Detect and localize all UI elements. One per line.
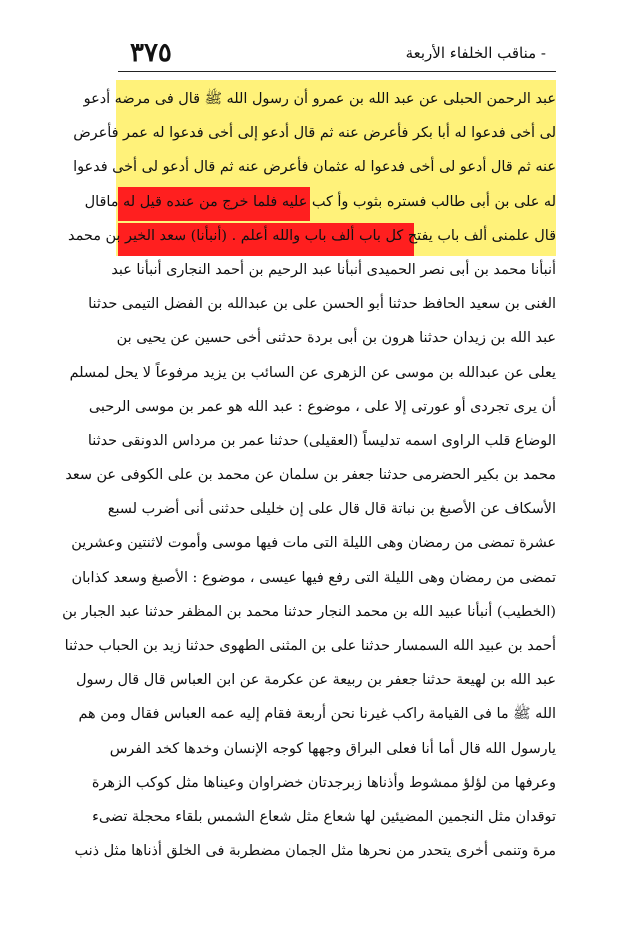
- text-line: (الخطيب) أنبأنا عبيد الله بن محمد النجار حدثنا محمد بن المظفر حدثنا عبد الجبار بن: [62, 603, 556, 620]
- text-line: تمضى من رمضان وهى الليلة التى رفع فيها عيسى ، موضوع : الأصبغ وسعد كذابان: [71, 569, 556, 586]
- text-line: لى أخى فدعوا له أبا بكر فأعرض عنه ثم قال أدعو إلى أخى فدعوا له عمر فأعرض: [73, 125, 556, 142]
- text-line: يارسول الله قال أما أنا فعلى البراق وجهها كوجه الإنسان وخدها كخد الفرس: [109, 740, 556, 757]
- text-line: الغنى بن سعيد الحافظ حدثنا أبو الحسن على بن عبدالله بن الفضل التيمى حدثنا: [88, 296, 556, 313]
- text-line: عشرة تمضى من رمضان وهى الليلة التى مات فيها موسى وأموت لاثنتين وعشرين: [71, 535, 556, 552]
- text-line: وعرفها من لؤلؤ ممشوط وأذناها زبرجدتان خضراوان وعيناها مثل كوكب الزهرة: [91, 774, 556, 791]
- running-title: - مناقب الخلفاء الأربعة: [405, 44, 546, 62]
- text-line: يعلى عن عبدالله بن موسى عن الزهرى عن السائب بن يزيد مرفوعاً لا يحل لمسلم: [69, 364, 556, 381]
- text-line: عبد الرحمن الحبلى عن عبد الله بن عمرو أن رسول الله ﷺ قال فى مرضه أدعو: [83, 91, 556, 107]
- text-line: عنه ثم قال أدعو لى أخى فدعوا له عثمان فأعرض عنه ثم قال أدعو لى أخى فدعوا: [73, 159, 556, 176]
- text-line: الوضاع قلب الراوى اسمه تدليساً (العقيلى) حدثنا عمر بن مرداس الدونقى حدثنا: [87, 432, 556, 449]
- text-line: عبد الله بن زيدان حدثنا هرون بن أبى بردة حدثنى أخى حسين عن يحيى بن: [116, 330, 556, 347]
- page-number: ٣٧٥: [130, 38, 172, 68]
- text-line: أحمد بن عبيد الله السمسار حدثنا على بن المثنى الطهوى حدثنا زيد بن الحباب حدثنا: [64, 638, 556, 654]
- text-line: مرة وتنمى أخرى يتحدر من نحرها مثل الجمان مضطربة فى الخلق أذناها مثل ذنب: [74, 843, 556, 860]
- text-line: أن يرى تجردى أو عورتى إلا على ، موضوع : عبد الله هو عمر بن موسى الرحبى: [88, 398, 556, 415]
- page-header: [130, 36, 546, 70]
- text-line: عبد الله بن لهيعة حدثنا جعفر بن ربيعة عن عكرمة عن ابن العباس قال قال رسول: [76, 672, 556, 689]
- text-line: الله ﷺ ما فى القيامة راكب غيرنا نحن أربعة فقام إليه عمه العباس فقال ومن هم: [78, 706, 556, 723]
- text-line: قال علمنى ألف باب يفتح كل باب ألف باب والله أعلم . (أنبأنا) سعد الخير بن محمد: [68, 227, 556, 244]
- header-rule: [118, 71, 556, 72]
- body-text: [62, 82, 556, 868]
- text-line: محمد بن بكير الحضرمى حدثنا جعفر بن سلمان عن محمد بن على الكوفى عن سعد: [65, 467, 556, 484]
- text-line: له على بن أبى طالب فستره بثوب وأ كب عليه فلما خرج من عنده قيل له ماقال: [84, 193, 556, 210]
- text-line: توقدان مثل النجمين المضيئين لها شعاع مثل شعاع الشمس بلقاء محجلة تضىء: [92, 808, 556, 825]
- text-line: أنبأنا محمد بن أبى نصر الحميدى أنبأنا عبد الرحيم بن أحمد النجارى أنبأنا عبد: [111, 261, 556, 278]
- text-line: الأسكاف عن الأصبغ بن نباتة قال قال على إن خليلى حدثنى أنى أضرب لسبع: [107, 501, 556, 518]
